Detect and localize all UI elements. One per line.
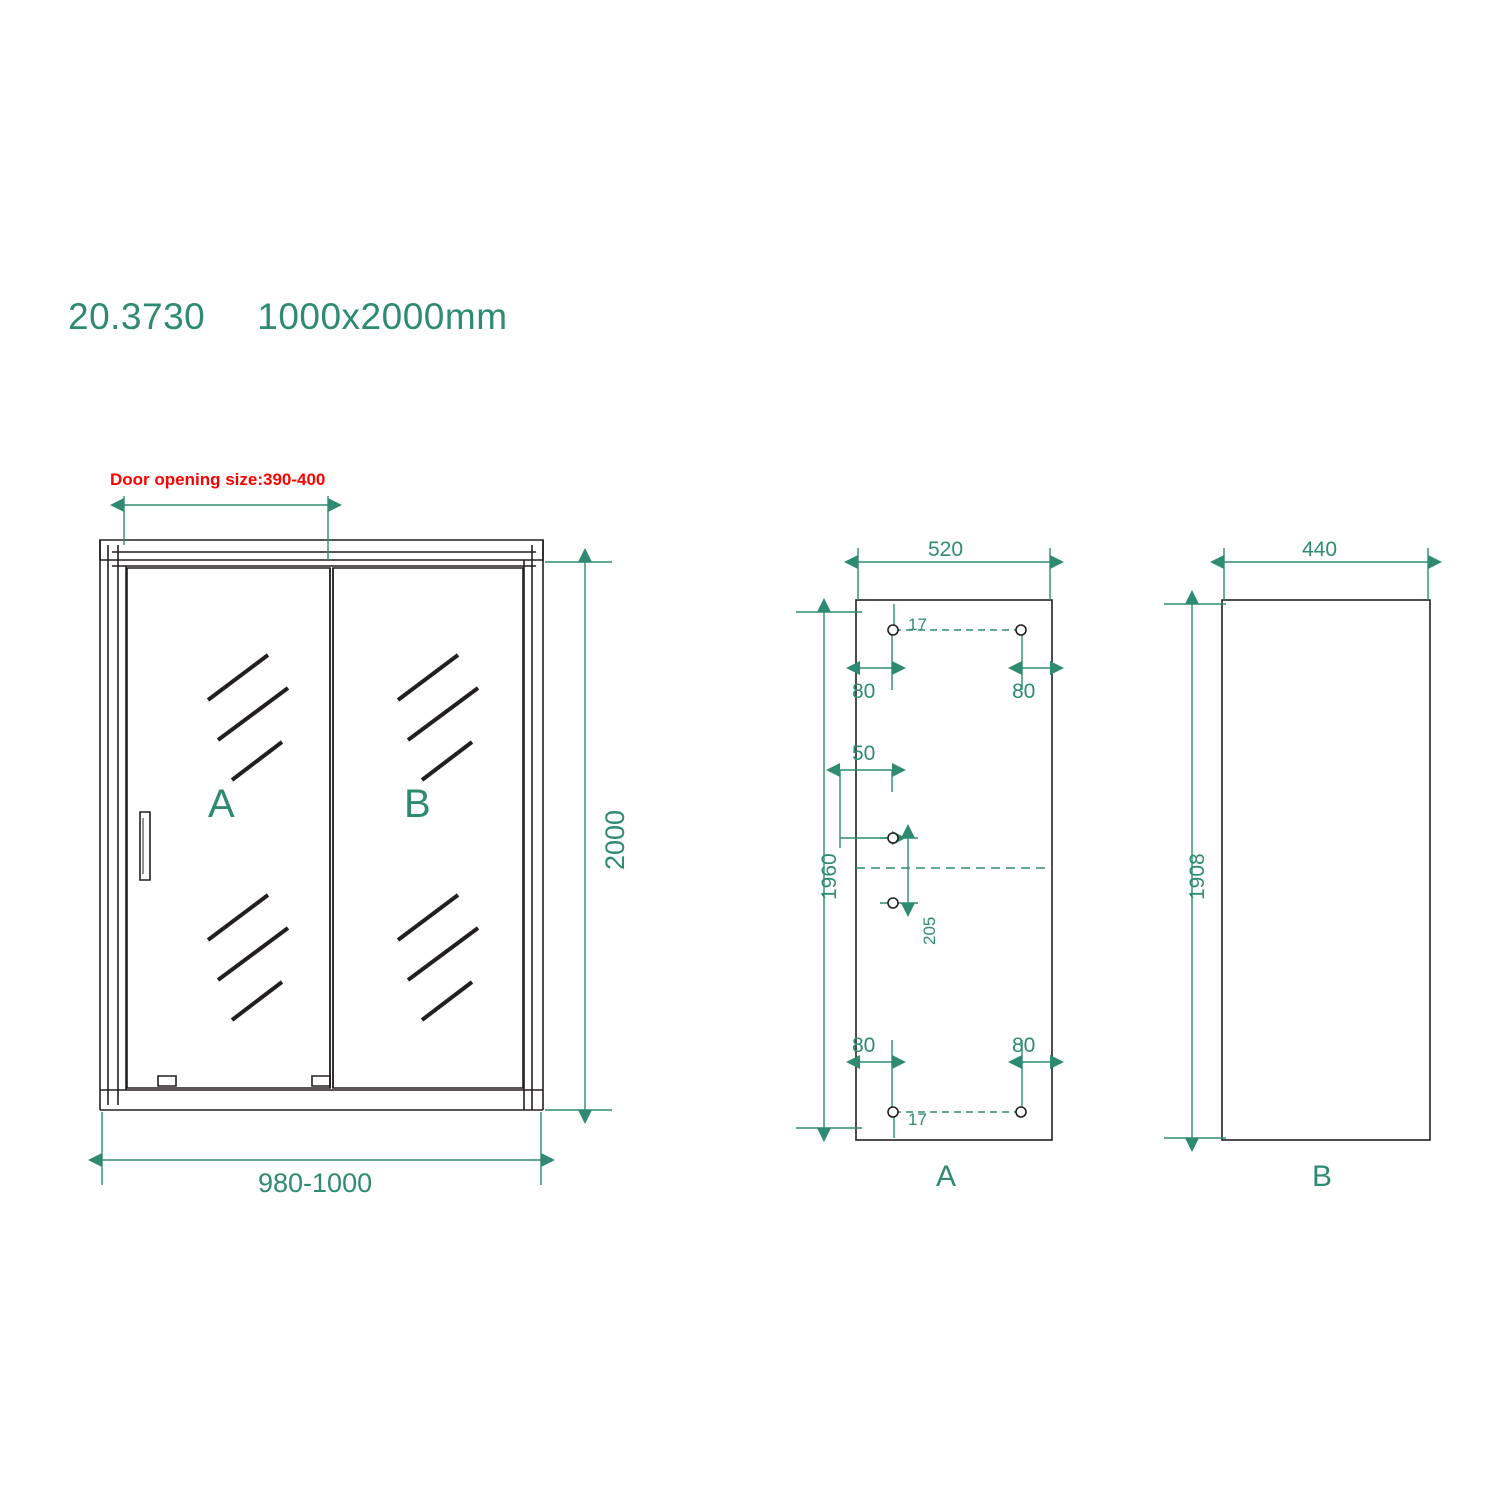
- panel-b-width-dimension: 440: [1302, 538, 1338, 561]
- panel-a-caption: A: [936, 1160, 957, 1193]
- front-width-dimension: 980-1000: [258, 1168, 373, 1198]
- panel-a-hole-top-left-dimension: 80: [852, 680, 876, 703]
- door-opening-warning: Door opening size:390-400: [110, 470, 326, 489]
- panel-b-caption: B: [1312, 1160, 1333, 1193]
- panel-a-width-dimension: 520: [928, 538, 964, 561]
- panel-a-hole-top-right-dimension: 80: [1012, 680, 1036, 703]
- panel-a-mid-spacing-dimension: 205: [920, 916, 939, 945]
- front-height-dimension: 2000: [600, 809, 630, 870]
- panel-a-hole-bottom-left-dimension: 80: [852, 1034, 876, 1057]
- panel-a-top-edge-dimension: 17: [908, 615, 927, 634]
- panel-a-height-dimension: 1960: [818, 853, 841, 900]
- panel-a-hole-bottom-right-dimension: 80: [1012, 1034, 1036, 1057]
- product-code: 20.3730: [68, 296, 206, 337]
- product-size: 1000x2000mm: [257, 296, 508, 337]
- panel-a-bottom-edge-dimension: 17: [908, 1110, 927, 1129]
- panel-a-mid-offset-dimension: 50: [852, 742, 876, 765]
- panel-b-height-dimension: 1908: [1186, 853, 1209, 900]
- front-panel-b-letter: B: [404, 782, 431, 826]
- front-panel-a-letter: A: [208, 782, 235, 826]
